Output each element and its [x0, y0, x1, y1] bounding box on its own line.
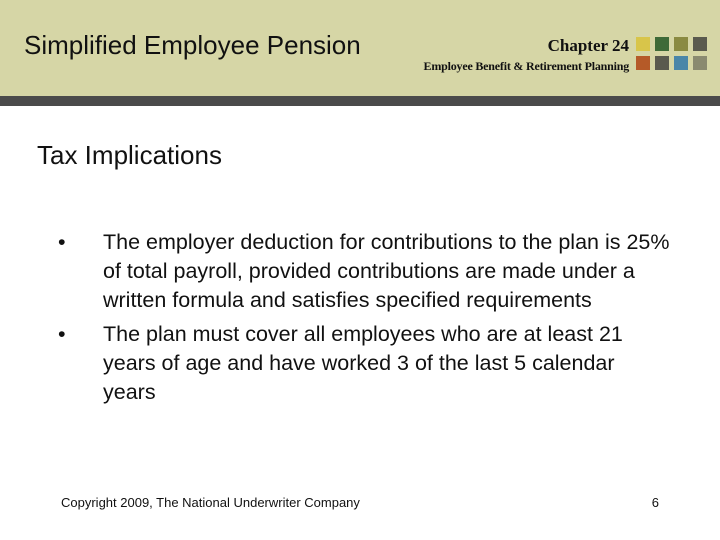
copyright-notice: Copyright 2009, The National Underwriter Company: [61, 495, 360, 510]
decorative-squares: [636, 37, 708, 73]
bullet-marker: •: [58, 230, 66, 254]
list-item: [58, 228, 670, 315]
decor-square: [693, 37, 707, 51]
chapter-label: Chapter 24: [547, 36, 629, 55]
page-number: 6: [651, 495, 659, 510]
bullet-list: [58, 228, 670, 412]
bullet-text: The employer deduction for contributions to the plan is 25% of total payroll, provided contributions are made under a written formula and satisfies specified requirements: [103, 230, 670, 312]
header-band: [0, 0, 720, 96]
decor-square: [636, 37, 650, 51]
decor-square: [674, 37, 688, 51]
decor-square: [674, 56, 688, 70]
header-divider-bar: [0, 96, 720, 106]
bullet-marker: •: [58, 322, 66, 346]
list-item: [58, 320, 670, 407]
decor-square: [636, 56, 650, 70]
decor-square: [693, 56, 707, 70]
decor-square: [655, 37, 669, 51]
slide-title: Simplified Employee Pension: [24, 30, 361, 60]
decor-square: [655, 56, 669, 70]
bullet-text: The plan must cover all employees who are at least 21 years of age and have worked 3 of the last 5 calendar years: [103, 322, 623, 404]
section-heading: Tax Implications: [37, 140, 222, 170]
book-subtitle: Employee Benefit & Retirement Planning: [423, 59, 629, 73]
